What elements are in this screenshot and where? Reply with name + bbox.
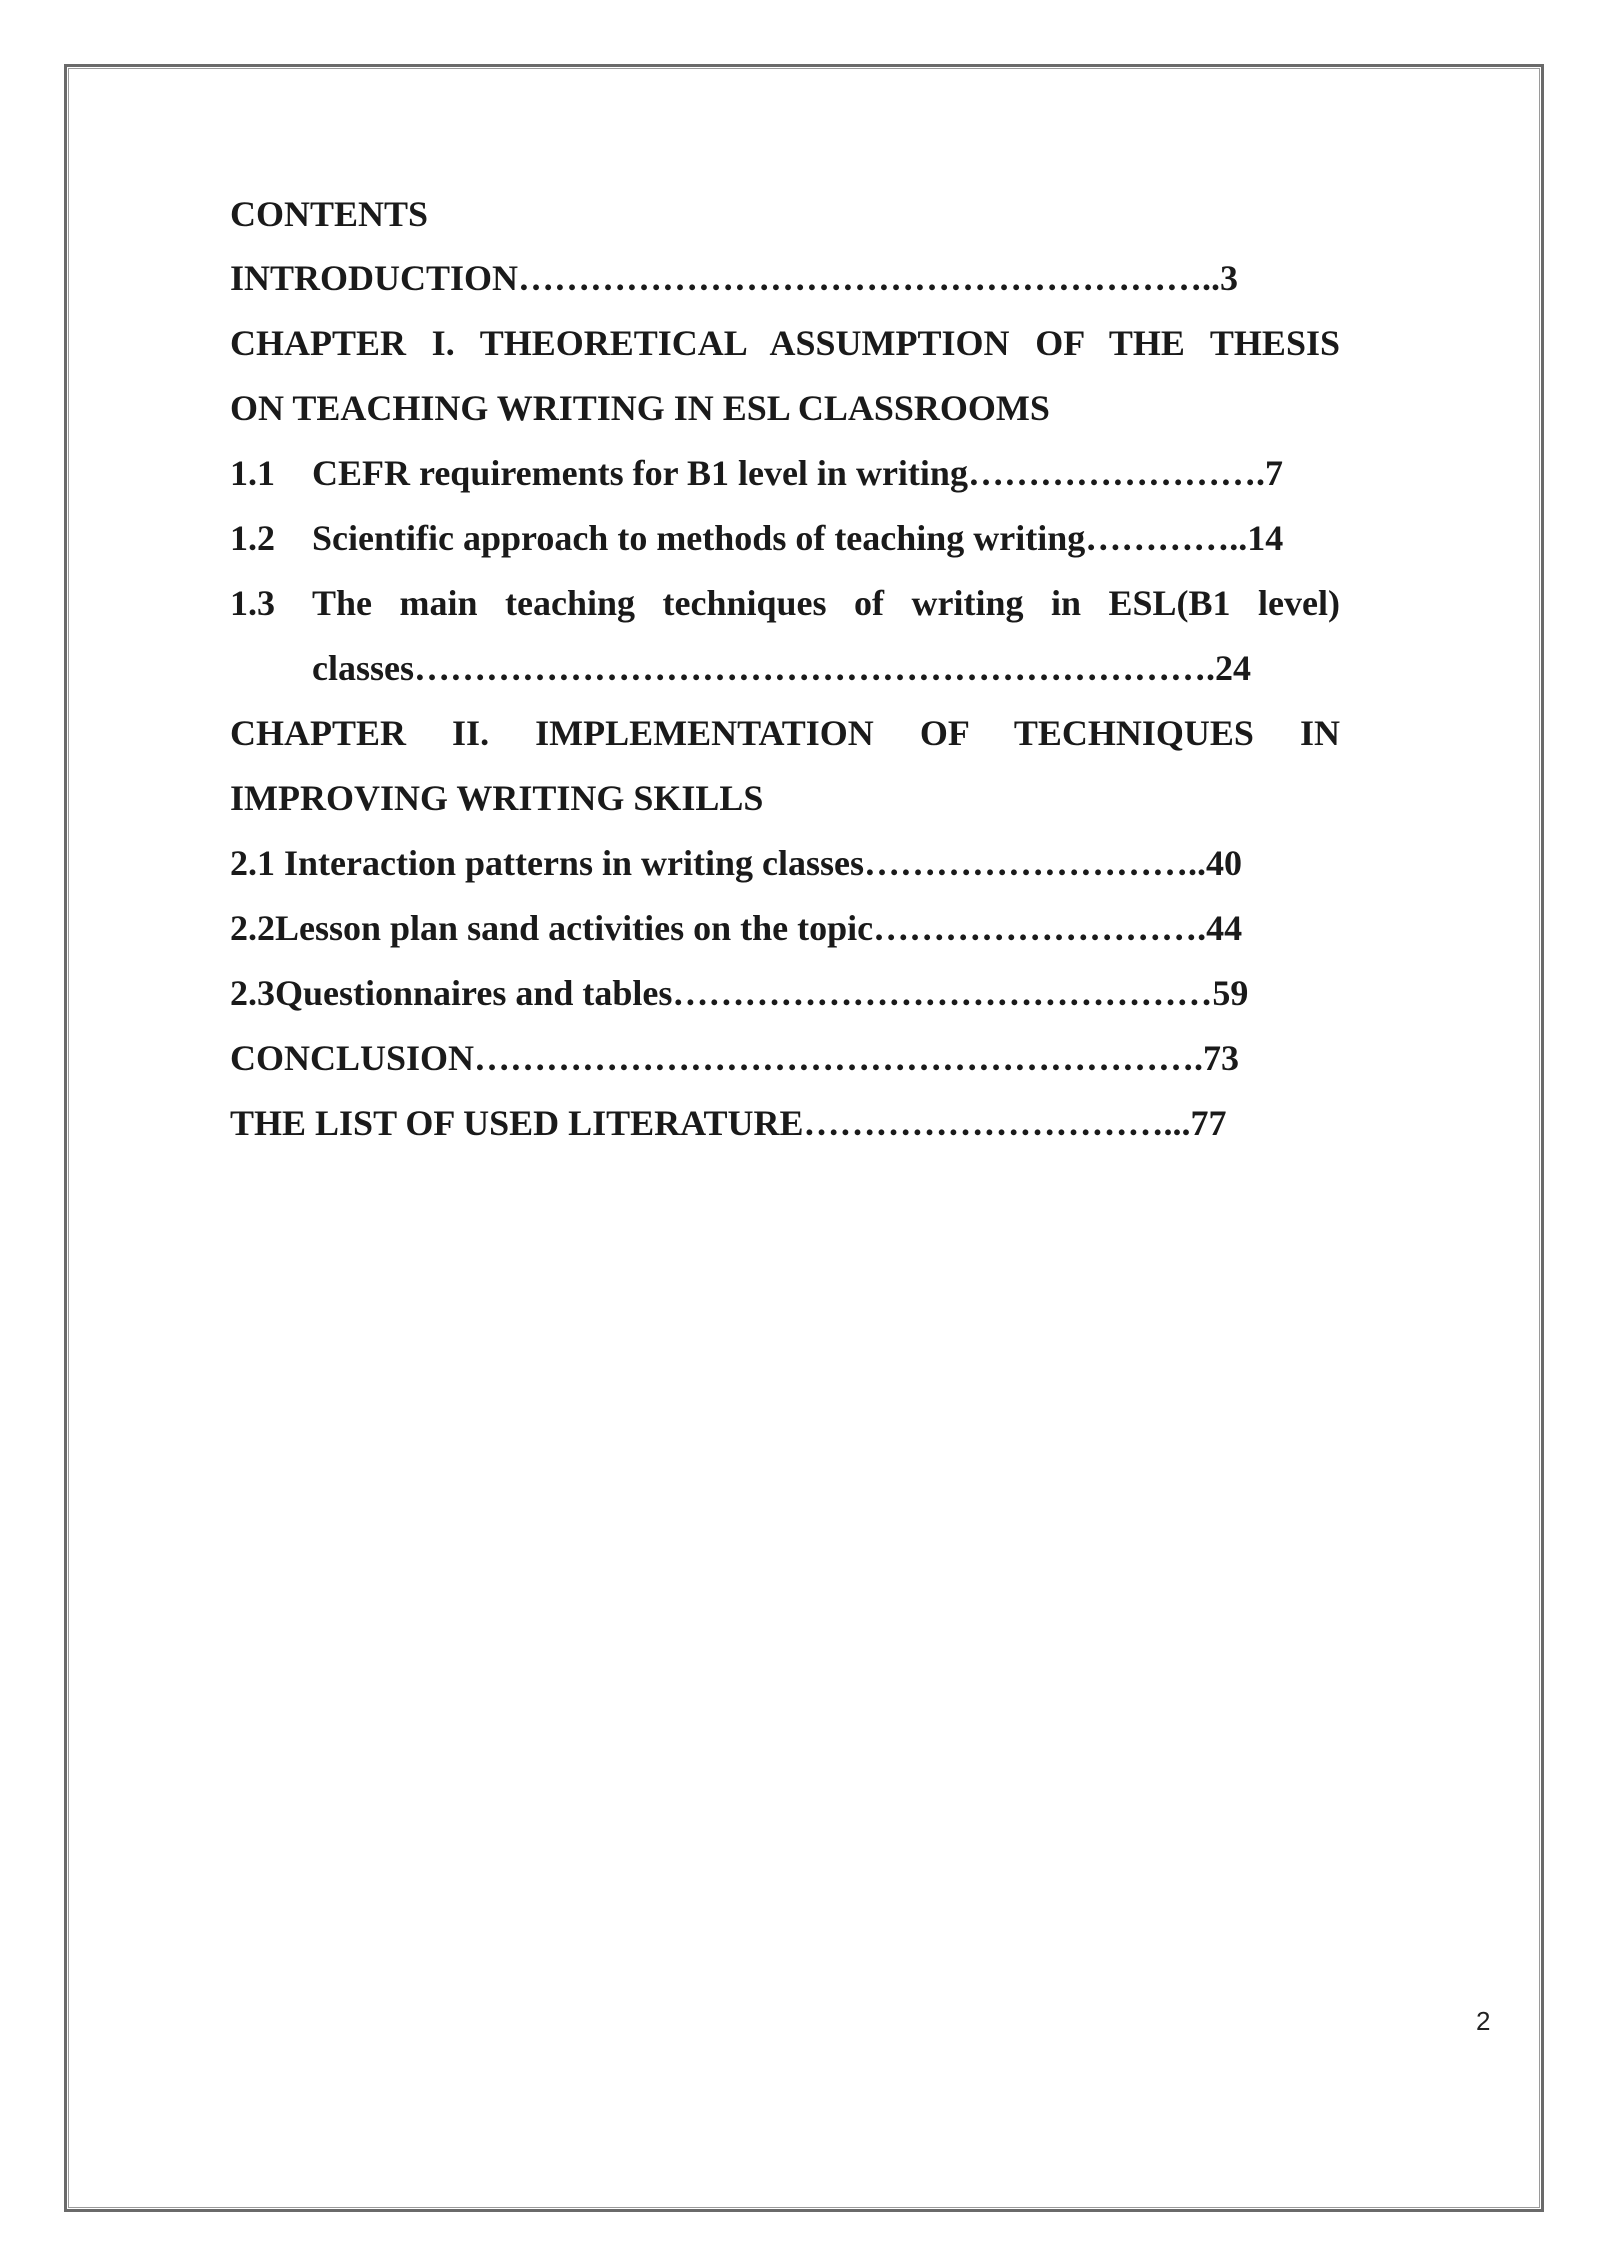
section-number: 1.1	[230, 453, 275, 493]
contents-heading: CONTENTS	[230, 194, 429, 234]
toc-entry-1-1	[230, 455, 1283, 491]
page-number: 2	[1476, 2006, 1491, 2036]
toc-entry-chapter-1-title-cont: ON TEACHING WRITING IN ESL CLASSROOMS	[230, 388, 1050, 428]
section-title-cont: classes………………………………………………………….24	[312, 648, 1251, 688]
toc-entry-1-2	[230, 520, 1283, 556]
toc-entry-introduction: INTRODUCTION…………………………………………………..3	[230, 258, 1239, 298]
toc-entry-literature: THE LIST OF USED LITERATURE…………………………...77	[230, 1103, 1227, 1143]
section-title: The main teaching techniques of writing in ESL(B1 level)	[312, 583, 1340, 623]
toc-entry-1-3	[230, 585, 312, 621]
toc-entry-conclusion: CONCLUSION…………………………………………………….73	[230, 1038, 1240, 1078]
toc-entry-chapter-1-title: CHAPTER I. THEORETICAL ASSUMPTION OF THE THESIS	[230, 323, 1340, 363]
section-title: Scientific approach to methods of teaching writing…………..14	[312, 518, 1284, 558]
section-number: 1.2	[230, 518, 275, 558]
toc-entry-2-3: 2.3Questionnaires and tables………………………………………59	[230, 973, 1249, 1013]
section-title: CEFR requirements for B1 level in writing…………………….7	[312, 453, 1283, 493]
toc-entry-chapter-2-title: CHAPTER II. IMPLEMENTATION OF TECHNIQUES IN	[230, 713, 1340, 753]
toc-entry-2-1: 2.1 Interaction patterns in writing classes………………………..40	[230, 843, 1242, 883]
section-number: 1.3	[230, 583, 275, 623]
toc-entry-chapter-2-title-cont: IMPROVING WRITING SKILLS	[230, 778, 764, 818]
toc-entry-2-2: 2.2Lesson plan sand activities on the topic……………………….44	[230, 908, 1243, 948]
